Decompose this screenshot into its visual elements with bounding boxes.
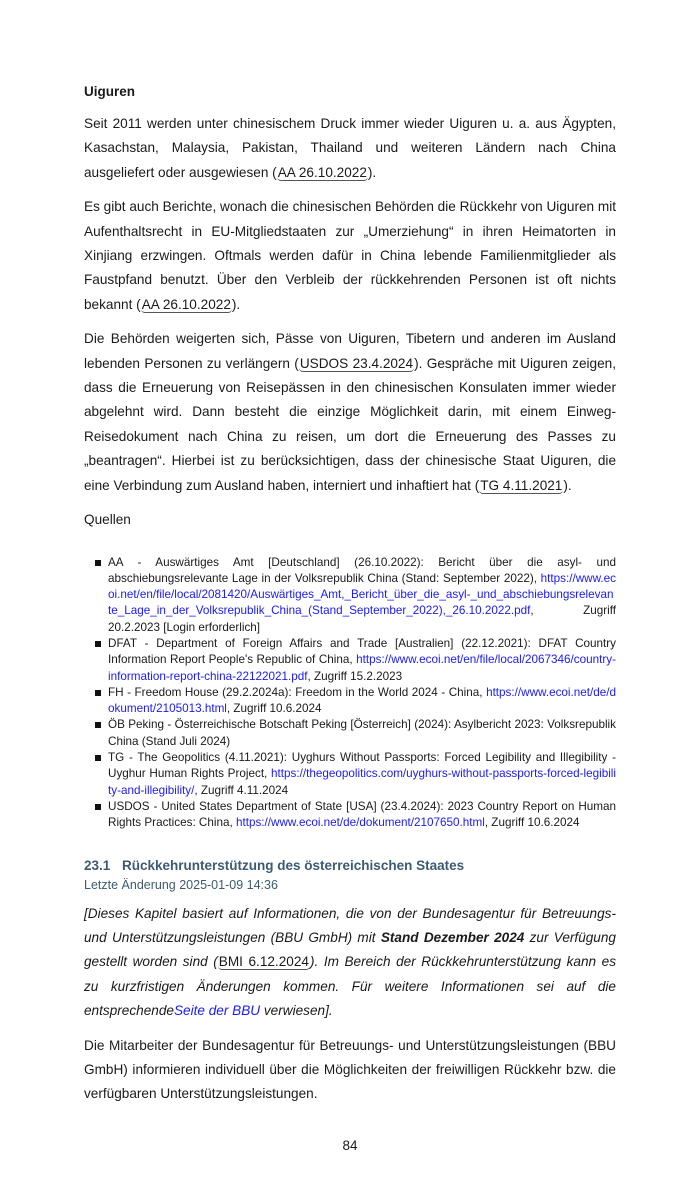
paragraph-1: Seit 2011 werden unter chinesischem Druck immer wieder Uiguren u. a. aus Ägypten, Kasachstan, Malaysia, Pakistan, Thailand und weiteren Ländern nach China ausgeliefert oder ausgewiesen (AA 26.10.2022). [84, 116, 616, 180]
bullet-icon [95, 641, 101, 647]
source-item: ÖB Peking - Österreichische Botschaft Peking [Österreich] (2024): Asylbericht 2023: Volksrepublik China (Stand Juli 2024) [94, 717, 616, 750]
bullet-icon [95, 722, 101, 728]
source-item: TG - The Geopolitics (4.11.2021): Uyghurs Without Passports: Forced Legibility and Illegibility - Uyghur Human Rights Project, https://thegeopolitics.com/uyghurs-without-passports-forced-legibility-and-illegibility/, Zugriff 4.11.2024 [94, 750, 616, 799]
source-url-link[interactable]: https://www.ecoi.net/en/file/local/2067346/country-information-report-china-22122021.pdf [108, 653, 616, 683]
paragraph-bbu: Die Mitarbeiter der Bundesagentur für Betreuungs- und Unterstützungsleistungen (BBU GmbH) informieren individuell über die Möglichkeiten der freiwilligen Rückkehr bzw. die verfügbaren Unterstützungsleistungen. [84, 1037, 616, 1102]
citation-link[interactable]: USDOS 23.4.2024 [299, 355, 414, 371]
sources-list [84, 555, 616, 832]
source-url-link[interactable]: https://thegeopolitics.com/uyghurs-without-passports-forced-legibility-and-illegibility/ [108, 767, 616, 797]
source-item: DFAT - Department of Foreign Affairs and Trade [Australien] (22.12.2021): DFAT Country Information Report People's Republic of China, https://www.ecoi.net/en/file/local/2067346/country-information-report-china-22122021.pdf, Zugriff 15.2.2023 [94, 636, 616, 685]
source-item: FH - Freedom House (29.2.2024a): Freedom in the World 2024 - China, https://www.ecoi.net/de/dokument/2105013.html, Zugriff 10.6.2024 [94, 685, 616, 718]
paragraph-2: Es gibt auch Berichte, wonach die chinesischen Behörden die Rückkehr von Uiguren mit Aufenthaltsrecht in EU-Mitgliedstaaten zur „Umerziehung“ in ihren Heimatorten in Xinjiang erzwingen. Oftmals werden dafür in China lebende Familienmitglieder als Faustpfand benutzt. Über den Verbleib der rückkehrenden Personen ist oft nichts bekannt (AA 26.10.2022). [84, 199, 616, 312]
bullet-icon [95, 804, 101, 810]
source-item: USDOS - United States Department of State [USA] (23.4.2024): 2023 Country Report on Human Rights Practices: China, https://www.ecoi.net/de/dokument/2107650.html, Zugriff 10.6.2024 [94, 799, 616, 832]
bullet-icon [95, 755, 101, 761]
citation-link[interactable]: AA 26.10.2022 [277, 164, 367, 180]
sources-label: Quellen [84, 512, 131, 528]
source-item: AA - Auswärtiges Amt [Deutschland] (26.10.2022): Bericht über die asyl- und abschiebungsrelevante Lage in der Volksrepublik China (Stand: September 2022), https://www.ecoi.net/en/file/local/2081420/Auswärtiges_Amt,_Bericht_über_die_asyl-_und_abschiebungsrelevante_Lage_in_der_Volksrepublik_China_(Stand_September_2022),_26.10.2022.pdf, Zugriff 20.2.2023 [Login erforderlich] [94, 555, 616, 636]
chapter-note: [Dieses Kapitel basiert auf Informationen, die von der Bundesagentur für Betreuungs- und Unterstützungsleistungen (BBU GmbH) mit Stand Dezember 2024 zur Verfügung gestellt worden sind (BMI 6.12.2024). Im Bereich der Rückkehrunterstützung kann es zu kurzfristigen Änderungen kommen. Für weitere Informationen sei auf die entsprechendeSeite der BBU verwiesen]. [84, 905, 617, 1019]
citation-link[interactable]: AA 26.10.2022 [141, 296, 231, 312]
subsection-heading: 23.1 Rückkehrunterstützung des österreichischen Staates [84, 857, 465, 873]
section-heading: Uiguren [84, 84, 136, 99]
source-url-link[interactable]: https://www.ecoi.net/de/dokument/2107650.html [235, 816, 485, 830]
bullet-icon [95, 560, 101, 566]
source-url-link[interactable]: https://www.ecoi.net/de/dokument/2105013.html [108, 685, 616, 716]
citation-link[interactable]: BMI 6.12.2024 [218, 954, 309, 970]
citation-link[interactable]: TG 4.11.2021 [480, 477, 563, 493]
source-url-link[interactable]: https://www.ecoi.net/en/file/local/2081420/Auswärtiges_Amt,_Bericht_über_die_asyl-_und_abschiebungsrelevante_Lage_in_der_Volksrepublik_China_(Stand_September_2022),_26.10.2022.pdf [108, 571, 616, 618]
paragraph-3: Die Behörden weigerten sich, Pässe von Uiguren, Tibetern und anderen im Ausland lebenden Personen zu verlängern (USDOS 23.4.2024). Gespräche mit Uiguren zeigen, dass die Erneuerung von Reisepässen in den chinesischen Konsulaten immer wieder abgelehnt wird. Dann besteht die einzige Möglichkeit darin, mit einem Einweg-Reisedokument nach China zu reisen, um dort die Erneuerung des Passes zu „beantragen“. Hierbei ist zu berücksichtigen, dass der chinesische Staat Uiguren, die eine Verbindung zum Ausland haben, interniert und inhaftiert hat (TG 4.11.2021). [84, 331, 617, 493]
page-number: 84 [342, 1137, 358, 1153]
bbu-link[interactable]: Seite der BBU [173, 1003, 261, 1019]
bullet-icon [95, 690, 101, 696]
last-changed: Letzte Änderung 2025-01-09 14:36 [84, 877, 278, 892]
